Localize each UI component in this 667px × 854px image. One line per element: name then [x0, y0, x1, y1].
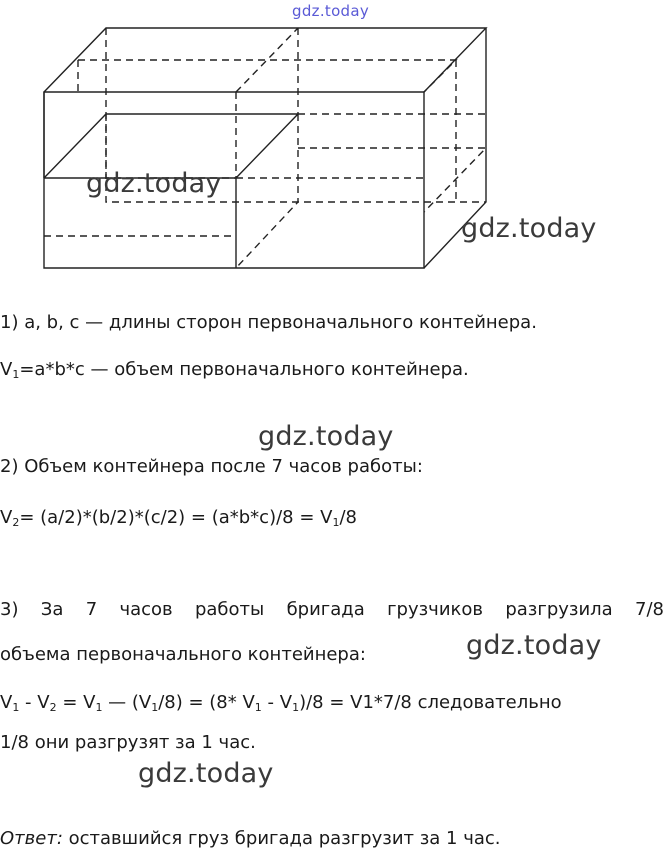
text-line-3: 2) Объем контейнера после 7 часов работы:: [0, 456, 423, 477]
text-line-7: $V_1 - V_2 = V_1$ — $(V_1/8) = (8*$ $V_1 - V_1)/8 = V1*7/8$ следовательно: [0, 692, 562, 714]
text-line-5: 3) За 7 часов работы бригада грузчиков разгрузила 7/8: [0, 599, 664, 620]
answer-label: Ответ:: [0, 828, 63, 849]
answer-text: оставшийся груз бригада разгрузит за 1 час.: [62, 828, 501, 849]
hidden-small: [236, 114, 486, 268]
watermark-1: gdz.today: [86, 168, 222, 199]
hidden-mid-top: [78, 60, 456, 92]
watermark-3: gdz.today: [258, 421, 394, 452]
watermark-5: gdz.today: [138, 758, 274, 789]
answer-line: [0, 828, 501, 849]
text-line-6: объема первоначального контейнера:: [0, 644, 366, 665]
text-line-4: $V_2= (a/2)*(b/2)*(c/2) = (a*b*c)/8 = V_1/8$: [0, 507, 357, 529]
watermark-4: gdz.today: [466, 630, 602, 661]
text-line-8: 1/8 они разгрузят за 1 час.: [0, 732, 256, 753]
hidden-half: [236, 28, 298, 178]
text-line-1: 1) a, b, c — длины сторон первоначального контейнера.: [0, 312, 537, 333]
text-line-2: $V_1=a*b*c$ — объем первоначального контейнера.: [0, 359, 469, 381]
watermark-2: gdz.today: [461, 213, 597, 244]
watermark-top: gdz.today: [292, 2, 370, 20]
